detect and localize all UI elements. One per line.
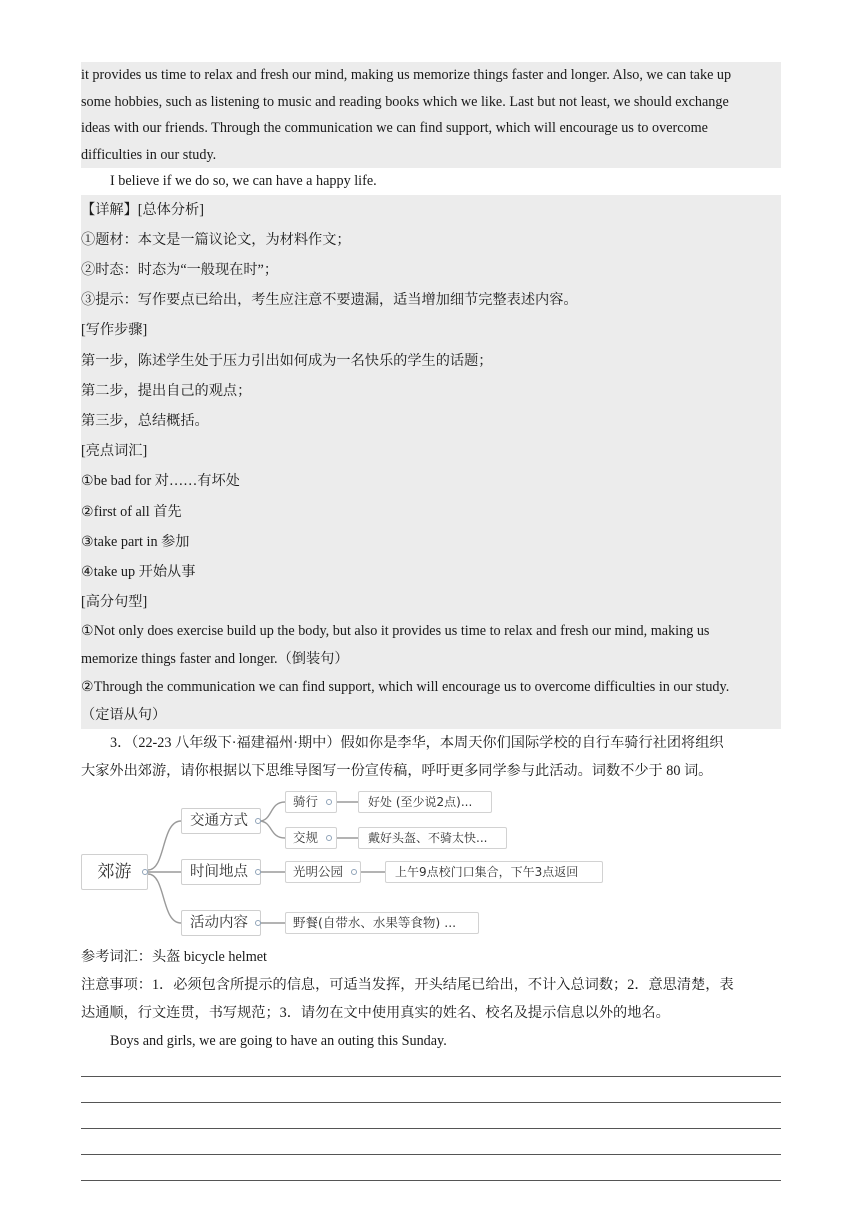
node-park-detail: 上午9点校门口集合，下午3点返回 (385, 861, 603, 883)
sentence-line: ①Not only does exercise build up the body, but also it provides us time to relax and fresh our mind, making us (81, 623, 710, 640)
node-activity: 活动内容 (181, 910, 261, 936)
mind-map (81, 791, 781, 941)
node-riding: 骑行 (285, 791, 337, 813)
node-transport: 交通方式 (181, 808, 261, 834)
connector-rules (259, 821, 285, 838)
analysis-heading: 【详解】[总体分析] (81, 201, 204, 218)
connector-riding (259, 802, 285, 821)
question-prompt-line: 大家外出郊游，请你根据以下思维导图写一份宣传稿，呼吁更多同学参与此活动。词数不少于 80 词。 (81, 763, 713, 780)
essay-line: ideas with our friends. Through the communication we can find support, which will encourage us to overcome (81, 120, 708, 136)
answer-line (81, 1077, 781, 1103)
essay-line: difficulties in our study. (81, 146, 217, 163)
step-item: 第一步，陈述学生处于压力引出如何成为一名快乐的学生的话题； (81, 352, 493, 369)
attention-line: 达通顺，行文连贯，书写规范；3．请勿在文中使用真实的姓名、校名及提示信息以外的地名。 (81, 1005, 670, 1022)
reference-vocab: 参考词汇：头盔 bicycle helmet (81, 949, 267, 966)
vocab-heading: [亮点词汇] (81, 443, 148, 460)
mind-map-root: 郊游 (81, 854, 148, 890)
node-park: 光明公园 (285, 861, 361, 883)
vocab-item: ②first of all 首先 (81, 503, 182, 520)
vocab-item: ③take part in 参加 (81, 533, 190, 550)
essay-sample-block (81, 62, 781, 168)
document-page (81, 62, 781, 1181)
sentence-line: （定语从句） (81, 707, 167, 724)
vocab-item: ①be bad for 对……有坏处 (81, 473, 240, 490)
node-rules-detail: 戴好头盔、不骑太快... (358, 827, 507, 849)
step-item: 第二步，提出自己的观点； (81, 382, 252, 399)
step-item: 第三步，总结概括。 (81, 412, 209, 429)
analysis-item: ③提示：写作要点已给出，考生应注意不要遗漏，适当增加细节完整表述内容。 (81, 292, 578, 309)
analysis-item: ②时态：时态为“一般现在时”； (81, 261, 279, 278)
vocab-item: ④take up 开始从事 (81, 563, 196, 580)
connector-activity (148, 874, 181, 923)
node-picnic: 野餐(自带水、水果等食物) ... (285, 912, 479, 934)
answer-line (81, 1129, 781, 1155)
sentence-line: memorize things faster and longer.（倒装句） (81, 651, 349, 668)
analysis-item: ①题材：本文是一篇议论文，为材料作文； (81, 231, 351, 248)
attention-line: 注意事项：1．必须包含所提示的信息，可适当发挥，开头结尾已给出，不计入总词数；2．意思清楚，表 (81, 977, 734, 994)
node-time-place: 时间地点 (181, 859, 261, 885)
essay-opening: Boys and girls, we are going to have an outing this Sunday. (110, 1033, 447, 1050)
steps-heading: [写作步骤] (81, 322, 148, 339)
analysis-block (81, 195, 781, 730)
node-rules: 交规 (285, 827, 337, 849)
sentence-line: ②Through the communication we can find support, which will encourage us to overcome difficulties in our study. (81, 679, 730, 696)
essay-line: some hobbies, such as listening to music and reading books which we like. Last but not least, we should exchange (81, 93, 729, 110)
essay-line: it provides us time to relax and fresh our mind, making us memorize things faster and longer. Also, we can take up (81, 67, 732, 83)
sentences-heading: [高分句型] (81, 594, 148, 611)
answer-line (81, 1103, 781, 1129)
answer-line (81, 1155, 781, 1181)
essay-conclusion: I believe if we do so, we can have a happy life. (110, 173, 377, 189)
connector-transport (148, 821, 181, 870)
question-prompt-line: 3．（22-23 八年级下·福建福州·期中）假如你是李华，本周天你们国际学校的自行车骑行社团将组织 (110, 735, 724, 752)
node-riding-detail: 好处 (至少说2点)... (358, 791, 492, 813)
answer-area (81, 1051, 781, 1181)
answer-line (81, 1051, 781, 1077)
